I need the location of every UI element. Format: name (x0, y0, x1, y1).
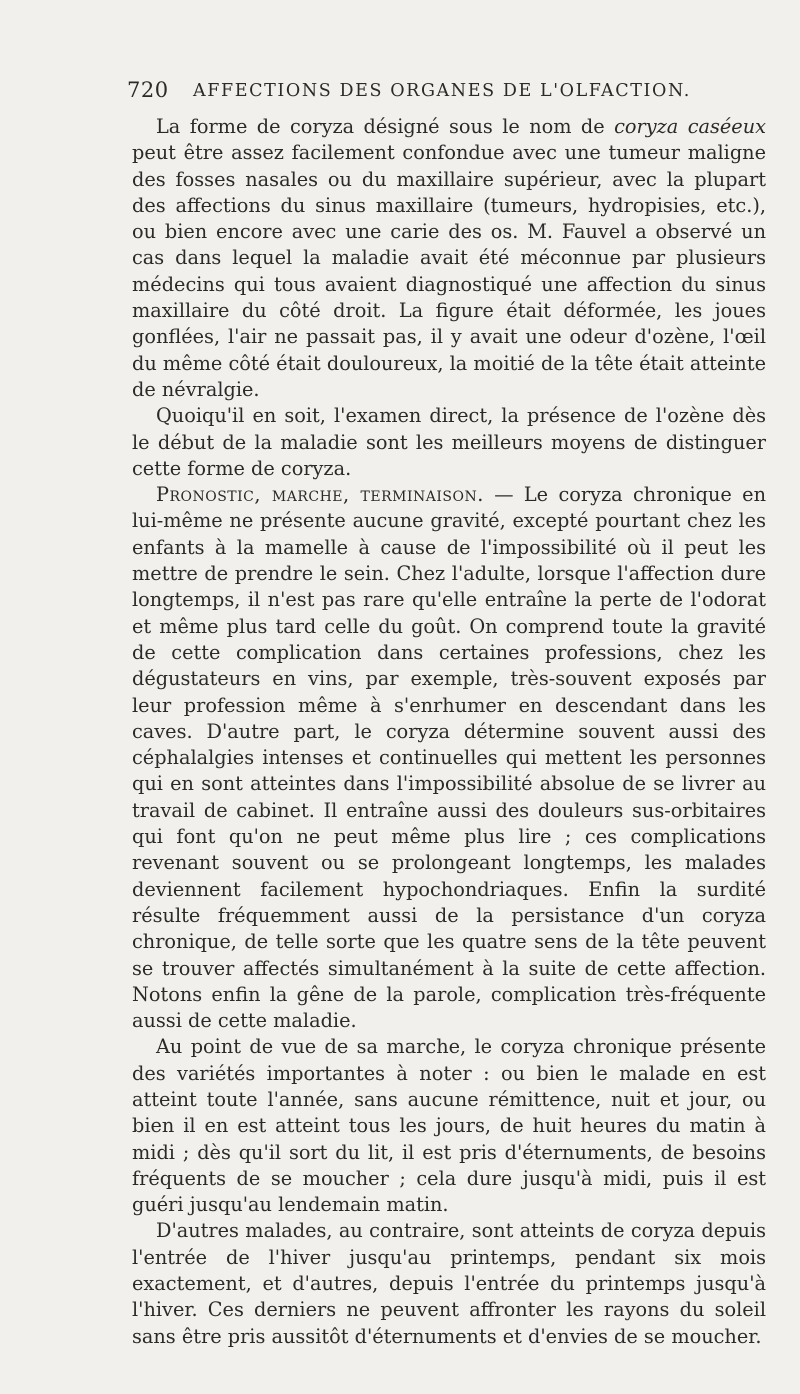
paragraph-2: Quoiqu'il en soit, l'examen direct, la présence de l'ozène dès le début de la maladie sont les meilleurs moyens de distinguer cette forme de coryza. (132, 404, 766, 480)
paragraph-1 (132, 114, 766, 403)
paragraph-1-text-a: La forme de coryza désigné sous le nom de (156, 115, 615, 138)
section-heading: Pronostic, marche, terminaison. (156, 483, 484, 507)
paragraph-4: Au point de vue de sa marche, le coryza chronique présente des variétés importantes à noter : ou bien le malade en est atteint toute l'année, sans aucune rémittence, nuit et jour, ou bien il en est atteint tous les jours, de huit heures du matin à midi ; dès qu'il sort du lit, il est pris d'éternuments, de besoins fréquents de se moucher ; cela dure jusqu'à midi, puis il est guéri jusqu'au lendemain matin. (132, 1035, 766, 1217)
running-head: AFFECTIONS DES ORGANES DE L'OLFACTION. (193, 81, 691, 101)
paragraph-1-italic-term: coryza caséeux (614, 115, 767, 138)
paragraph-5: D'autres malades, au contraire, sont atteints de coryza depuis l'entrée de l'hiver jusqu'au printemps, pendant six mois exactement, et d'autres, depuis l'entrée du printemps jusqu'à l'hiver. Ces derniers ne peuvent affronter les rayons du soleil sans être pris aussitôt d'éternuments et d'envies de se moucher. (132, 1219, 766, 1348)
paragraph-3 (132, 482, 766, 1034)
page-header (0, 78, 800, 108)
body-text (132, 114, 766, 1350)
page-number: 720 (127, 78, 169, 102)
paragraph-1-text-b: peut être assez facilement confondue avec une tumeur maligne des fosses nasales ou du maxillaire supérieur, avec la plupart des affections du sinus maxillaire (tumeurs, hydropisies, etc.), ou bien encore avec une carie des os. M. Fauvel a observé un cas dans lequel la maladie avait été méconnue par plusieurs médecins qui tous avaient diagnostiqué une affection du sinus maxillaire du côté droit. La figure était déformée, les joues gonflées, l'air ne passait pas, il y avait une odeur d'ozène, l'œil du même côté était douloureux, la moitié de la tête était atteinte de névralgie. (132, 141, 766, 401)
paragraph-3-text: — Le coryza chronique en lui-même ne présente aucune gravité, excepté pourtant chez les enfants à la mamelle à cause de l'impossibilité où il peut les mettre de prendre le sein. Chez l'adulte, lorsque l'affection dure longtemps, il n'est pas rare qu'elle entraîne la perte de l'odorat et même plus tard celle du goût. On comprend toute la gravité de cette complication dans certaines professions, chez les dégustateurs en vins, par exemple, très-souvent exposés par leur profession même à s'enrhumer en descendant dans les caves. D'autre part, le coryza détermine souvent aussi des céphalalgies intenses et continuelles qui mettent les personnes qui en sont atteintes dans l'impossibilité absolue de se livrer au travail de cabinet. Il entraîne aussi des douleurs sus-orbitaires qui font qu'on ne peut même plus lire ; ces complications revenant souvent ou se prolongeant longtemps, les malades deviennent facilement hypochondriaques. Enfin la surdité résulte fréquemment aussi de la persistance d'un coryza chronique, de telle sorte que les quatre sens de la tête peuvent se trouver affectés simultanément à la suite de cette affection. Notons enfin la gêne de la parole, complication très-fréquente aussi de cette maladie. (132, 483, 766, 1033)
